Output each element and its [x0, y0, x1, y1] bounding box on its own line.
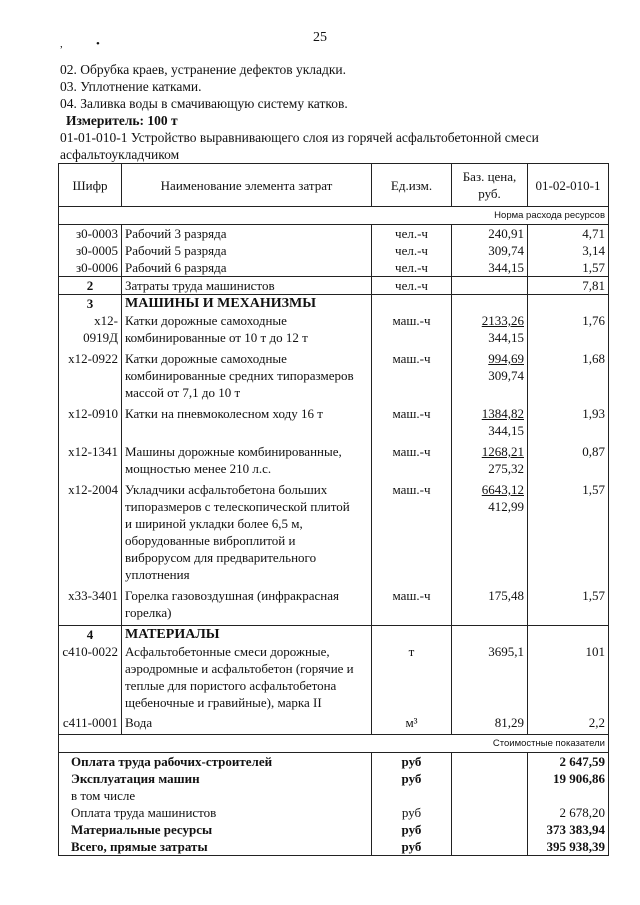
resource-price: 1268,21 275,32 [452, 443, 528, 481]
resource-norm: 1,57 [528, 259, 609, 277]
resource-price: 240,91 [452, 225, 528, 243]
resource-price: 81,29 [452, 714, 528, 735]
summary-label: Оплата труда машинистов [59, 804, 372, 821]
scan-mark: , [60, 38, 63, 50]
resource-price [452, 277, 528, 295]
resource-code: х12-0919Д [59, 312, 122, 350]
summary-value: 2 678,20 [528, 804, 609, 821]
summary-label: Всего, прямые затраты [59, 838, 372, 856]
section-name: МАШИНЫ И МЕХАНИЗМЫ [122, 295, 372, 313]
resource-name: Катки на пневмоколесном ходу 16 т [122, 405, 372, 443]
resource-norm: 1,68 [528, 350, 609, 405]
resource-unit: чел.-ч [372, 242, 452, 259]
resource-norm: 1,76 [528, 312, 609, 350]
resource-norm: 1,93 [528, 405, 609, 443]
resource-unit: маш.-ч [372, 350, 452, 405]
resource-code: з0-0003 [59, 225, 122, 243]
empty-cell [452, 626, 528, 644]
empty-cell [452, 838, 528, 856]
resource-price: 3695,1 [452, 643, 528, 714]
page-number: 25 [313, 30, 327, 45]
resource-code: х12-0922 [59, 350, 122, 405]
resource-code: с410-0022 [59, 643, 122, 714]
resource-unit: чел.-ч [372, 225, 452, 243]
empty-cell [372, 626, 452, 644]
section-name: МАТЕРИАЛЫ [122, 626, 372, 644]
empty-cell [452, 753, 528, 771]
resource-table [58, 163, 609, 856]
summary-value: 395 938,39 [528, 838, 609, 856]
resource-norm: 1,57 [528, 481, 609, 587]
resource-name: Рабочий 6 разряда [122, 259, 372, 277]
resource-norm: 4,71 [528, 225, 609, 243]
empty-cell [452, 821, 528, 838]
resource-unit: м³ [372, 714, 452, 735]
resource-name: Укладчики асфальтобетона больших типоразмеров с телескопической плитой и шириной укладки более 6,5 м, оборудованные виброплитой и виброрусом для предварительного уплотнения [122, 481, 372, 587]
resource-norm: 1,57 [528, 587, 609, 626]
summary-value: 2 647,59 [528, 753, 609, 771]
resource-code: х12-2004 [59, 481, 122, 587]
section-name: Затраты труда машинистов [122, 277, 372, 295]
scan-mark: • [96, 38, 100, 50]
resource-price: 175,48 [452, 587, 528, 626]
resource-name: Асфальтобетонные смеси дорожные, аэродромные и асфальтобетон (горячие и теплые для пористого асфальтобетона щебеночные и гравийные), марка II [122, 643, 372, 714]
resource-name: Машины дорожные комбинированные, мощностью менее 210 л.с. [122, 443, 372, 481]
summary-unit: руб [372, 821, 452, 838]
measure-unit: Измеритель: 100 т [66, 113, 178, 128]
resource-norm: 3,14 [528, 242, 609, 259]
resource-unit: чел.-ч [372, 277, 452, 295]
resource-name: Катки дорожные самоходные комбинированные от 10 т до 12 т [122, 312, 372, 350]
resource-name: Горелка газовоздушная (инфракрасная горелка) [122, 587, 372, 626]
resource-unit: т [372, 643, 452, 714]
summary-label: Эксплуатация машин [59, 770, 372, 787]
resource-norm: 101 [528, 643, 609, 714]
resource-price: 1384,82 344,15 [452, 405, 528, 443]
resource-code: х12-1341 [59, 443, 122, 481]
summary-unit: руб [372, 804, 452, 821]
cost-caption: Стоимостные показатели [59, 735, 609, 753]
resource-unit: чел.-ч [372, 259, 452, 277]
empty-cell [372, 295, 452, 313]
empty-cell [528, 626, 609, 644]
summary-unit: руб [372, 838, 452, 856]
resource-code: х33-3401 [59, 587, 122, 626]
header-unit: Ед.изм. [372, 164, 452, 207]
header-name: Наименование элемента затрат [122, 164, 372, 207]
resource-price: 6643,12 412,99 [452, 481, 528, 587]
resource-unit: маш.-ч [372, 481, 452, 587]
section-number: 2 [59, 277, 122, 295]
operation-line: 04. Заливка воды в смачивающую систему катков. [60, 96, 348, 111]
summary-value [528, 787, 609, 804]
operation-line: 03. Уплотнение катками. [60, 79, 202, 94]
resource-unit: маш.-ч [372, 312, 452, 350]
empty-cell [452, 804, 528, 821]
empty-cell [452, 770, 528, 787]
header-norm: 01-02-010-1 [528, 164, 609, 207]
header-code: Шифр [59, 164, 122, 207]
resource-norm: 2,2 [528, 714, 609, 735]
section-number: 4 [59, 626, 122, 644]
summary-value: 373 383,94 [528, 821, 609, 838]
resource-code: х12-0910 [59, 405, 122, 443]
empty-cell [452, 295, 528, 313]
empty-cell [452, 787, 528, 804]
resource-unit: маш.-ч [372, 443, 452, 481]
resource-code: с411-0001 [59, 714, 122, 735]
resource-price: 344,15 [452, 259, 528, 277]
resource-code: з0-0005 [59, 242, 122, 259]
summary-unit: руб [372, 770, 452, 787]
norm-caption: Норма расхода ресурсов [59, 207, 609, 225]
operation-line: 02. Обрубка краев, устранение дефектов укладки. [60, 62, 347, 77]
empty-cell [528, 295, 609, 313]
norm-title: 01-01-010-1 Устройство выравнивающего слоя из горячей асфальтобетонной смеси [60, 130, 539, 145]
resource-name: Катки дорожные самоходные комбинированные средних типоразмеров массой от 7,1 до 10 т [122, 350, 372, 405]
resource-norm: 7,81 [528, 277, 609, 295]
norm-title: асфальтоукладчиком [60, 147, 180, 162]
resource-price: 994,69 309,74 [452, 350, 528, 405]
summary-value: 19 906,86 [528, 770, 609, 787]
summary-unit [372, 787, 452, 804]
resource-unit: маш.-ч [372, 587, 452, 626]
resource-price: 2133,26 344,15 [452, 312, 528, 350]
resource-unit: маш.-ч [372, 405, 452, 443]
summary-label: Материальные ресурсы [59, 821, 372, 838]
resource-name: Рабочий 5 разряда [122, 242, 372, 259]
summary-label: в том числе [59, 787, 372, 804]
resource-price: 309,74 [452, 242, 528, 259]
resource-name: Рабочий 3 разряда [122, 225, 372, 243]
summary-unit: руб [372, 753, 452, 771]
resource-norm: 0,87 [528, 443, 609, 481]
summary-label: Оплата труда рабочих-строителей [59, 753, 372, 771]
resource-code: з0-0006 [59, 259, 122, 277]
section-number: 3 [59, 295, 122, 313]
header-price: Баз. цена, руб. [452, 164, 528, 207]
resource-name: Вода [122, 714, 372, 735]
